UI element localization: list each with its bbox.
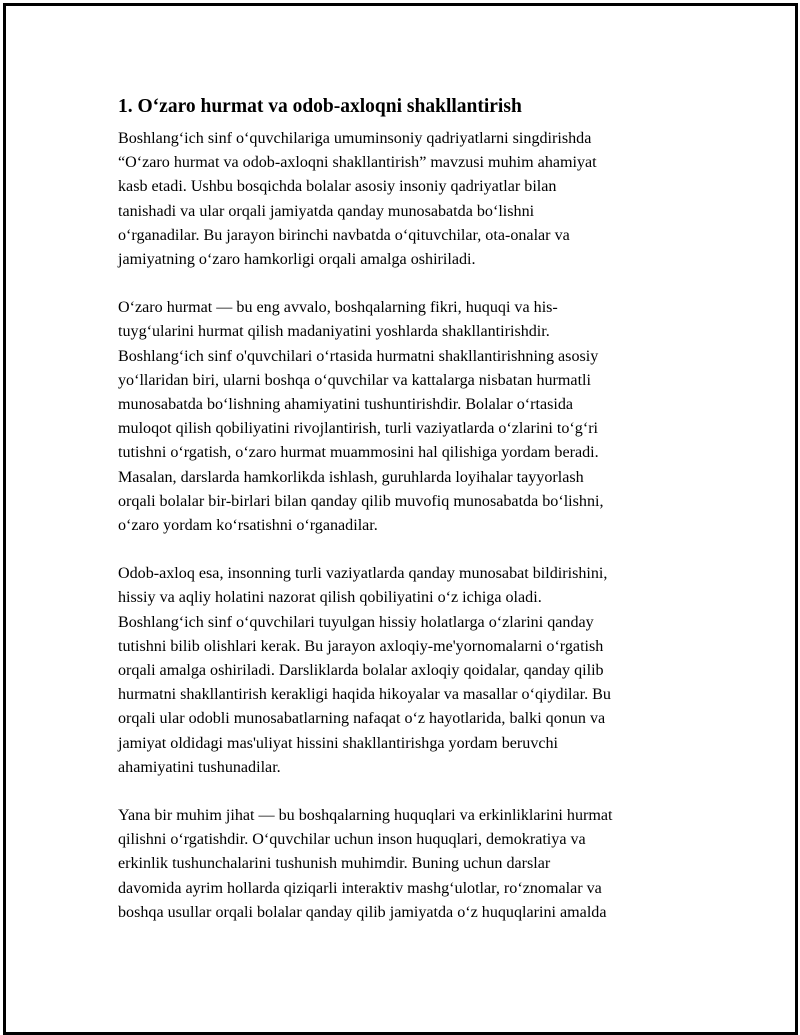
- text-line: orqali amalga oshiriladi. Darsliklarda bolalar axloqiy qoidalar, qanday qilib: [118, 662, 604, 680]
- text-line: o‘zaro yordam ko‘rsatishni o‘rganadilar.: [118, 517, 378, 535]
- text-line: tanishadi va ular orqali jamiyatda qanday munosabatda bo‘lishni: [118, 202, 535, 220]
- text-line: boshqa usullar orqali bolalar qanday qilib jamiyatda o‘z huquqlarini amalda: [118, 903, 607, 921]
- text-line: erkinlik tushunchalarini tushunish muhimdir. Buning uchun darslar: [118, 855, 551, 873]
- text-line: Boshlang‘ich sinf o‘quvchilari tuyulgan hissiy holatlarga o‘zlarini qanday: [118, 613, 594, 631]
- text-line: hissiy va aqliy holatini nazorat qilish qobiliyatini o‘z ichiga oladi.: [118, 589, 542, 607]
- text-line: Boshlang‘ich sinf o‘quvchilariga umuminsoniy qadriyatlarni singdirishda: [118, 130, 592, 147]
- section-heading: 1. O‘zaro hurmat va odob-axloqni shakllantirish: [118, 96, 522, 117]
- text-line: o‘rganadilar. Bu jarayon birinchi navbatda o‘qituvchilar, ota-onalar va: [118, 226, 570, 244]
- text-line: hurmatni shakllantirish kerakligi haqida hikoyalar va masallar o‘qiydilar. Bu: [118, 686, 611, 704]
- text-line: orqali ular odobli munosabatlarning nafaqat o‘z hayotlarida, balki qonun va: [118, 710, 606, 728]
- text-line: tutishni o‘rgatish, o‘zaro hurmat muammosini hal qilishiga yordam beradi.: [118, 444, 599, 462]
- paragraph-4: [118, 804, 688, 925]
- text-line: Yana bir muhim jihat — bu boshqalarning huquqlari va erkinliklarini hurmat: [118, 807, 613, 825]
- text-line: orqali bolalar bir-birlari bilan qanday qilib muvofiq munosabatda bo‘lishni,: [118, 492, 604, 510]
- text-line: davomida ayrim hollarda qiziqarli interaktiv mashg‘ulotlar, ro‘znomalar va: [118, 879, 602, 897]
- text-line: muloqot qilish qobiliyatini rivojlantirish, turli vaziyatlarda o‘zlarini to‘g‘ri: [118, 420, 599, 438]
- paragraph-1: [118, 127, 688, 272]
- text-line: O‘zaro hurmat — bu eng avvalo, boshqalarning fikri, huquqi va his-: [118, 299, 558, 317]
- text-line: yo‘llaridan biri, ularni boshqa o‘quvchilar va kattalarga nisbatan hurmatli: [118, 371, 591, 389]
- text-line: tuyg‘ularini hurmat qilish madaniyatini yoshlarda shakllantirishdir.: [118, 323, 550, 341]
- text-line: jamiyat oldidagi mas'uliyat hissini shakllantirishga yordam beruvchi: [118, 734, 559, 752]
- text-line: Boshlang‘ich sinf o'quvchilari o‘rtasida hurmatni shakllantirishning asosiy: [118, 347, 599, 365]
- document-body: [118, 94, 688, 949]
- text-line: qilishni o‘rgatishdir. O‘quvchilar uchun inson huquqlari, demokratiya va: [118, 831, 586, 849]
- paragraph-3: [118, 562, 688, 780]
- text-line: kasb etadi. Ushbu bosqichda bolalar asosiy insoniy qadriyatlar bilan: [118, 178, 557, 196]
- paragraph-2: [118, 296, 688, 538]
- text-line: ahamiyatini tushunadilar.: [118, 758, 281, 776]
- text-line: tutishni bilib olishlari kerak. Bu jarayon axloqiy-me'yornomalarni o‘rgatish: [118, 637, 604, 655]
- text-line: Masalan, darslarda hamkorlikda ishlash, guruhlarda loyihalar tayyorlash: [118, 468, 584, 486]
- text-line: jamiyatning o‘zaro hamkorligi orqali amalga oshiriladi.: [118, 251, 476, 269]
- text-line: “O‘zaro hurmat va odob-axloqni shakllantirish” mavzusi muhim ahamiyat: [118, 154, 597, 172]
- text-line: munosabatda bo‘lishning ahamiyatini tushuntirishdir. Bolalar o‘rtasida: [118, 396, 574, 414]
- text-line: Odob-axloq esa, insonning turli vaziyatlarda qanday munosabat bildirishini,: [118, 565, 608, 583]
